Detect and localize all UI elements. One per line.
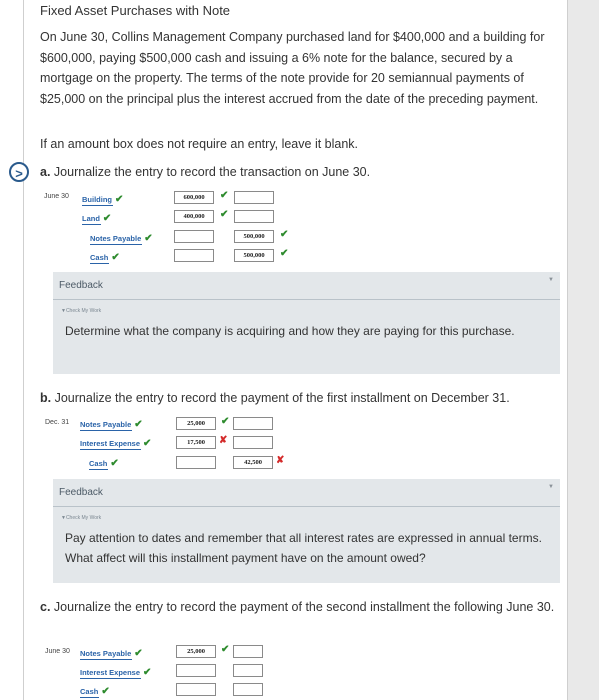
account-label: Cash	[89, 459, 108, 468]
check-icon: ✔	[280, 229, 289, 240]
part-b-letter: b.	[40, 391, 52, 405]
part-a-row-4-credit[interactable]: 500,000	[234, 249, 274, 262]
check-icon: ✔	[280, 248, 289, 259]
part-a-row-4-debit[interactable]	[174, 249, 214, 262]
check-icon: ✔	[221, 416, 230, 427]
part-b-row-1-debit[interactable]: 25,000	[176, 417, 216, 430]
account-label: Notes Payable	[80, 649, 132, 658]
caret-down-icon[interactable]: ▼	[548, 484, 554, 490]
check-icon: ✔	[111, 252, 120, 263]
x-mark-icon: ✘	[276, 455, 285, 466]
part-c-row-2-credit[interactable]	[233, 664, 263, 677]
check-icon: ✔	[134, 419, 143, 430]
part-b-feedback-panel	[53, 479, 560, 583]
part-b-row-2-credit[interactable]	[233, 436, 273, 449]
check-icon: ✔	[143, 438, 152, 449]
feedback-divider	[53, 506, 560, 507]
part-c-row-3-account[interactable]	[80, 681, 110, 699]
right-scroll-edge[interactable]	[567, 0, 599, 700]
part-c-row-1-debit[interactable]: 25,000	[176, 645, 216, 658]
part-a-row-3-debit[interactable]	[174, 230, 214, 243]
part-b-row-3-debit[interactable]	[176, 456, 216, 469]
part-a-row-2-account[interactable]	[82, 208, 111, 226]
check-my-work-label[interactable]: ▼Check My Work	[61, 515, 102, 521]
account-label: Cash	[90, 253, 109, 262]
part-a-feedback-panel	[53, 272, 560, 374]
part-a-row-2-credit[interactable]	[234, 210, 274, 223]
account-label: Notes Payable	[90, 234, 142, 243]
account-label: Notes Payable	[80, 420, 132, 429]
check-my-work-label[interactable]: ▼Check My Work	[61, 308, 102, 314]
part-c-row-3-credit[interactable]	[233, 683, 263, 696]
part-b-row-3-credit[interactable]: 42,500	[233, 456, 273, 469]
part-a-row-4-account[interactable]	[90, 247, 120, 265]
check-icon: ✔	[134, 648, 143, 659]
feedback-divider	[53, 299, 560, 300]
account-label: Land	[82, 214, 100, 223]
part-c-row-1-credit[interactable]	[233, 645, 263, 658]
check-icon: ✔	[102, 213, 112, 224]
part-a-date: June 30	[44, 193, 69, 200]
feedback-text: Determine what the company is acquiring and how they are paying for this purchase.	[65, 324, 515, 338]
part-c-heading	[40, 597, 560, 618]
check-icon: ✔	[143, 667, 152, 678]
part-a-row-1-debit[interactable]: 600,000	[174, 191, 214, 204]
feedback-title: Feedback	[59, 280, 103, 291]
part-a-row-2-debit[interactable]: 400,000	[174, 210, 214, 223]
problem-text: On June 30, Collins Management Company purchased land for $400,000 and a building for $600,000, paying $500,000 cash and issuing a 6% note for the balance, secured by a mortgage on the property. The terms of the note provide for 20 semiannual payments of $25,000 on the principal plus the interest accrued from the date of the preceding payment.	[40, 30, 545, 106]
part-b-heading	[40, 391, 510, 405]
caret-down-icon[interactable]: ▼	[548, 277, 554, 283]
part-b-row-2-account[interactable]	[80, 433, 151, 451]
check-icon: ✔	[110, 458, 119, 469]
feedback-text: Pay attention to dates and remember that all interest rates are expressed in annual terms. What affect will this installment payment have on the amount owed?	[65, 531, 542, 565]
check-icon: ✔	[220, 209, 229, 220]
part-c-row-2-debit[interactable]	[176, 664, 216, 677]
part-c-row-1-account[interactable]	[80, 643, 143, 661]
left-frame-edge	[0, 0, 24, 700]
part-a-row-1-account[interactable]	[82, 189, 123, 207]
check-icon: ✔	[220, 190, 229, 201]
part-b-date: Dec. 31	[45, 419, 70, 426]
part-a-row-3-account[interactable]	[90, 228, 153, 246]
part-b-prompt: Journalize the entry to record the payment of the first installment on December 31.	[54, 391, 510, 405]
chevron-right-icon[interactable]: >	[9, 162, 29, 182]
part-b-row-2-debit[interactable]: 17,500	[176, 436, 216, 449]
part-b-row-1-credit[interactable]	[233, 417, 273, 430]
x-mark-icon: ✘	[219, 435, 228, 446]
check-icon: ✔	[144, 233, 153, 244]
account-label: Building	[82, 195, 112, 204]
part-b-row-3-account[interactable]	[89, 453, 119, 471]
part-c-prompt: Journalize the entry to record the payment of the second installment the following June 30.	[53, 600, 555, 614]
feedback-title: Feedback	[59, 487, 103, 498]
account-label: Cash	[80, 687, 99, 696]
part-a-heading	[40, 165, 370, 179]
part-a-row-3-credit[interactable]: 500,000	[234, 230, 274, 243]
part-a-prompt: Journalize the entry to record the transaction on June 30.	[53, 165, 371, 179]
check-icon: ✔	[115, 194, 124, 205]
check-icon: ✔	[101, 686, 110, 697]
part-b-row-1-account[interactable]	[80, 414, 143, 432]
page-title: Fixed Asset Purchases with Note	[40, 3, 231, 18]
account-label: Interest Expense	[80, 668, 141, 677]
part-c-row-2-account[interactable]	[80, 662, 151, 680]
account-label: Interest Expense	[80, 439, 141, 448]
part-a-letter: a.	[40, 165, 51, 179]
part-c-date: June 30	[45, 648, 70, 655]
instruction-text: If an amount box does not require an entry, leave it blank.	[40, 137, 359, 151]
part-c-row-3-debit[interactable]	[176, 683, 216, 696]
check-icon: ✔	[221, 644, 230, 655]
part-a-row-1-credit[interactable]	[234, 191, 274, 204]
part-c-letter: c.	[40, 600, 51, 614]
